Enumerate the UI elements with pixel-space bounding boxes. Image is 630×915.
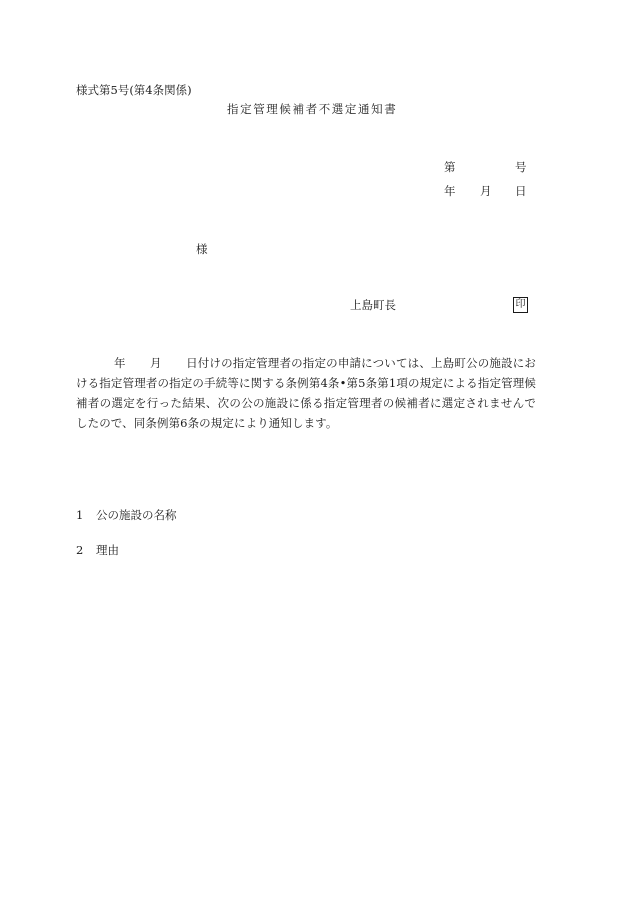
date-day: 日 [515, 184, 527, 198]
doc-number-suffix: 号 [515, 160, 527, 174]
sender-name: 上島町長 [350, 298, 396, 312]
item-label: 公の施設の名称 [96, 508, 177, 522]
document-title: 指定管理候補者不選定通知書 [227, 102, 398, 116]
seal-stamp-mark: 印 [513, 297, 528, 313]
list-item-facility-name [76, 510, 177, 522]
body-text: 日付けの指定管理者の指定の申請については、上島町公の施設における指定管理者の指定の手続等に関する条例第4条•第5条第1項の規定による指定管理候補者の選定を行った結果、次の公の施設に係る指定管理者の候補者に選定されませんでしたので、同条例第6条の規定により通知します。 [76, 356, 536, 430]
list-item-reason [76, 545, 119, 557]
doc-number-prefix: 第 [444, 160, 456, 174]
date-month: 月 [480, 184, 492, 198]
body-month: 月 [150, 356, 162, 370]
body-year: 年 [114, 356, 126, 370]
form-number: 様式第5号(第4条関係) [76, 83, 192, 97]
notice-body [76, 353, 536, 433]
addressee-suffix: 様 [196, 242, 208, 256]
item-label: 理由 [96, 543, 119, 557]
item-number: 1 [76, 508, 84, 522]
date-year: 年 [444, 184, 456, 198]
item-number: 2 [76, 543, 84, 557]
